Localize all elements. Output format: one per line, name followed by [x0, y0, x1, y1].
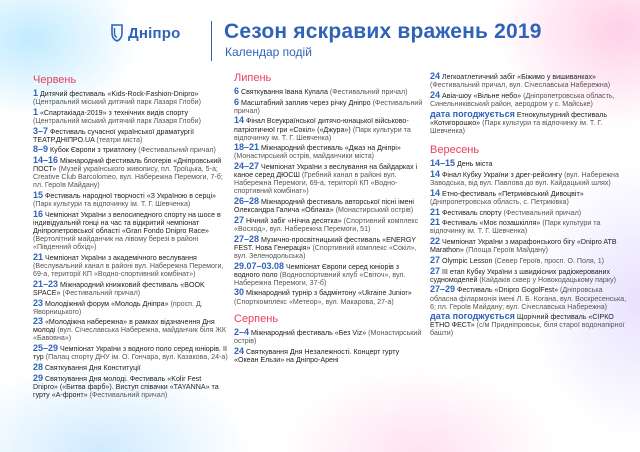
event-item	[430, 159, 630, 168]
event-place: (Парк культури та відпочинку ім. Т. Г. Шевченка)	[33, 200, 191, 209]
logo-text: Дніпро	[128, 24, 181, 42]
event-date: 14	[430, 187, 441, 198]
month-heading: Липень	[234, 72, 272, 84]
event-name: Кубок Європи з триатлону	[48, 146, 137, 155]
city-logo	[110, 24, 181, 42]
month-heading: Серпень	[234, 313, 279, 326]
event-date: 15	[33, 190, 44, 200]
event-date: 28	[33, 361, 44, 372]
event-place: (Веслувальний канал в районі вул. Набережна Перемоги, 69-а, території КП «Водно-спортивний комбінат»)	[33, 261, 224, 279]
event-name: «Молодіжна набережна» в рамках відзначення Дня молоді	[33, 318, 215, 335]
event-item	[234, 143, 424, 160]
event-place: (Монастирський острів)	[234, 329, 422, 346]
event-date: 24	[430, 89, 441, 100]
event-date: 23	[33, 297, 44, 308]
event-item	[234, 328, 424, 345]
event-name: Міжнародний фестиваль «Без Vіz»	[249, 329, 367, 338]
event-date: 21–23	[33, 278, 59, 289]
event-place: (Музей українського живопису, пл. Троїцька, 5-а; Creative Club Barcolomeo, вул. Набережна Перемоги, 7-б; пл. Героїв Майдану)	[33, 165, 223, 190]
event-place: (Парк культури та відпочинку ім. Т. Г. Шевченка)	[234, 125, 411, 142]
event-place: (вул. Набережна Заводська, від вул. Павлова до вул. Кайдацький шлях)	[430, 171, 619, 188]
event-date: 2–4	[234, 327, 250, 338]
event-date: 27	[234, 214, 245, 225]
event-date: 18–21	[234, 142, 260, 153]
event-name: Фінал Всеукраїнської дитячо-юнацької військово-патріотичної гри «Сокіл» («Джура»)	[234, 117, 409, 134]
event-name: Olympic Lesson	[440, 256, 493, 265]
event-item	[430, 218, 630, 235]
event-place: (с/м Придніпровськ, біля старої водонапірної башти)	[430, 321, 625, 338]
event-name: Чемпіонат України з марафонського бігу «Dnipro ATB Marathon»	[430, 238, 617, 255]
event-date: 23	[33, 316, 44, 327]
event-name: Міжнародний фестиваль блогерів «Дніпровський ПОСТ»	[33, 157, 222, 174]
event-item	[33, 299, 228, 316]
event-name: Святкування Дня молоді. Фестиваль «Kolir Fest Dnipro» («Битва фарб»). Виступ співачки «TAYANNA» та гурту «A-фронт»	[33, 374, 219, 399]
event-place: (Фестивальний причал)	[329, 88, 408, 96]
event-item	[430, 285, 630, 310]
event-place: (Фестивальний причал)	[503, 208, 582, 217]
event-name: Чемпіонат України з велосипедного спорту на шосе в індивідуальній гонці на час та відкритий чемпіонат Дніпропетровської області «Gran Fondo Dnipro Race»	[33, 210, 221, 235]
event-name: Фестиваль сучасної української драматургії ТЕАТР.ДНІПРО.UA	[33, 127, 194, 144]
event-item	[33, 374, 228, 399]
event-item	[234, 347, 424, 364]
event-item	[234, 288, 424, 305]
event-place: (Дніпропетровська область, Синельниківський район, аеродром у с. Майське)	[430, 91, 615, 108]
event-item	[33, 344, 228, 361]
event-place: (Фестивальний причал)	[234, 98, 423, 115]
event-name: Фестиваль «Моє позашкілля»	[440, 219, 541, 228]
event-place: (Фестивальний причал)	[62, 288, 141, 297]
event-item	[430, 256, 630, 265]
event-place: (Дніпровська обласна філармонія імені Л. Б. Когана, вул. Воскресенська, 6; пл. Героїв Майдану; вул. Січеславська Набережна)	[430, 286, 627, 311]
event-date: 27	[430, 254, 441, 265]
event-name: Молодіжний форум «Молодь Дніпра»	[43, 299, 169, 308]
event-date: 14	[430, 169, 441, 180]
event-item	[430, 189, 630, 206]
event-place: (Фестивальний причал)	[89, 390, 168, 399]
event-place: (Парк культури та відпочинку ім. Т. Г. Шевченка)	[430, 118, 603, 135]
event-date: 21	[33, 251, 44, 262]
event-date: 3–7	[33, 125, 49, 136]
event-place: (вул. Сiчеславська Набережна, майданчик біля ЖК «Бавовна»)	[33, 326, 227, 343]
event-item	[234, 162, 424, 195]
dnipro-logo-icon	[110, 24, 124, 42]
event-name: Чемпіонат України з водного поло серед юніорів. II тур	[33, 345, 227, 362]
event-date: 21	[430, 217, 441, 228]
month-heading: Вересень	[430, 144, 480, 157]
event-place: (Центральний міський дитячий парк Лазаря Глоби)	[33, 116, 201, 125]
event-date: 14	[234, 115, 245, 126]
event-item	[33, 108, 228, 125]
month-heading: Червень	[33, 74, 77, 86]
event-date: 30	[234, 287, 245, 298]
event-date: 29.07–03.08	[234, 260, 285, 271]
event-date: 1	[33, 106, 39, 117]
column-3	[430, 72, 630, 339]
event-name: День міста	[455, 160, 493, 169]
event-date: 27–28	[234, 233, 260, 244]
event-date: 26–28	[234, 196, 260, 207]
event-date: 1	[33, 88, 39, 98]
event-name: III етап Кубку України з швидкісних радіокерованих судномоделей	[430, 267, 611, 284]
event-name: Чемпіонат України з веслування на байдарках і каное серед ДЮСШ	[234, 163, 418, 180]
event-name: Чемпіонат України з академічного веслування	[43, 253, 197, 262]
event-date: 24	[234, 345, 245, 356]
event-place: (Кайдаків сквер у Новокодацькому парку)	[479, 275, 616, 284]
event-date: 24–27	[234, 161, 260, 172]
event-item	[33, 89, 228, 106]
event-item	[33, 363, 228, 372]
event-item	[430, 237, 630, 254]
event-place: (Вертолітний майданчик на лівому березі в районі «Південний обхід»)	[33, 235, 199, 252]
event-name: Дитячий фестиваль «Kids-Rock-Fashion-Dnipro»	[38, 90, 199, 98]
event-item	[33, 127, 228, 144]
event-item	[430, 312, 630, 337]
event-name: Міжнародний турнір з бадмінтону «Ukraine Junior»	[244, 289, 412, 298]
event-item	[33, 210, 228, 251]
event-name: Святкування Івана Купала	[239, 88, 328, 96]
event-name: «Спартакіада-2019» з технічних видів спорту	[38, 108, 189, 117]
event-item	[33, 253, 228, 278]
event-name: Міжнародний фестиваль авторської пісні імені Олександра Галича «Облака»	[234, 198, 415, 215]
event-place: (Монастирський острів, майданчики міста)	[234, 152, 375, 161]
page-subtitle: Календар подій	[225, 45, 312, 59]
event-item	[234, 87, 424, 96]
event-item	[234, 216, 424, 233]
event-date: 16	[33, 208, 44, 219]
event-name: Музично-просвітницький фестиваль «ENERGY FEST. Нова Генерація»	[234, 235, 416, 252]
event-place: (просп. Д. Яворницького)	[33, 299, 203, 316]
event-place: (Спортивний комплекс «Восход», вул. Набережна Перемоги, 51)	[234, 216, 419, 233]
event-item	[234, 262, 424, 287]
event-item	[430, 267, 630, 284]
event-item	[234, 116, 424, 141]
event-date: 6	[234, 86, 240, 96]
event-place: (Фестивальний причал)	[138, 146, 216, 155]
event-name: Фінал Кубку України з дрег-рейсингу	[440, 171, 563, 180]
event-date: 8–9	[33, 144, 49, 155]
event-place: (театри міста)	[96, 135, 143, 144]
event-item	[33, 317, 228, 342]
event-name: Нічний забіг «Нічна десятка»	[244, 216, 342, 225]
event-name: Легкоатлетичний забіг «Біжимо у вишиванках»	[440, 73, 596, 81]
event-place: (Гребний канал в районі вул. Набережна Перемоги, 69-а, території КП «Водно-спортивний комбінат»)	[234, 171, 398, 196]
event-name: Фестиваль «Dnipro GogolFest»	[455, 286, 559, 295]
event-date: 27–29	[430, 284, 456, 295]
event-place: (Парк культури та відпочинку ім. Т. Г. Шевченка)	[430, 219, 601, 236]
event-date: 27	[430, 265, 441, 276]
event-place: (Палац спорту ДНУ ім. О. Гончара, вул. Казакова, 24-а)	[45, 353, 228, 362]
event-date: дата погоджується	[430, 108, 515, 119]
event-date: 14–16	[33, 155, 59, 166]
event-place: (Монастирський острів)	[335, 206, 414, 215]
event-name: Фестиваль народної творчості «З Україною в серці»	[43, 192, 216, 200]
event-item	[234, 98, 424, 115]
event-item	[33, 191, 228, 208]
event-date: 29	[33, 372, 44, 383]
event-name: Святкування Дня Конституції	[43, 363, 141, 372]
event-name: Етно-фестиваль «Петриківський Дивоцвіт»	[440, 189, 584, 198]
event-date: 21	[430, 206, 441, 217]
event-item	[33, 145, 228, 154]
event-date: 22	[430, 236, 441, 247]
event-item	[234, 235, 424, 260]
event-item	[33, 156, 228, 189]
event-item	[33, 280, 228, 297]
event-name: Етнокультурний фестиваль «Котигорошко»	[430, 110, 608, 127]
event-date: 14–15	[430, 158, 456, 169]
event-place: (Водноспортивний клуб «Світоч», вул. Набережна Перемоги, 37-б)	[234, 270, 406, 287]
event-name: Фестиваль спорту	[440, 208, 502, 217]
event-item	[430, 208, 630, 217]
event-name: Чемпіонат Європи серед юніорів з водного поло	[234, 262, 400, 279]
column-1	[33, 72, 228, 401]
event-place: (Спорткомплекс «Метеор», вул. Макарова, 27-а)	[234, 297, 394, 306]
event-name: Святкування Дня Незалежності. Концерт гурту «Океан Ельзи» на Дніпро-Арені	[234, 347, 400, 365]
event-place: (Спортивний комплекс «Сокіл», вул. Зеленодольська)	[234, 243, 417, 260]
event-date: 6	[234, 96, 240, 107]
event-name: Міжнародний фестиваль «Джаз на Дніпрі»	[259, 144, 401, 153]
event-name: Авіа-шоу «Вільне небо»	[440, 91, 522, 100]
column-2	[234, 72, 424, 366]
event-name: Масштабний заплив через річку Дніпро	[239, 98, 371, 107]
event-place: (Площа Героїв Майдану)	[465, 246, 549, 255]
event-name: Щорічний фестиваль «СІРКО ЕТНО ФЕСТ»	[430, 313, 614, 330]
event-item	[430, 72, 630, 89]
event-item	[234, 197, 424, 214]
event-item	[430, 170, 630, 187]
event-place: (Фестивальний причал, вул. Січеславська Набережна)	[430, 81, 611, 90]
event-place: (Центральний міський дитячий парк Лазаря Глоби)	[33, 98, 201, 107]
event-place: (Севeр Героїв, просп. О. Поля, 1)	[494, 256, 605, 265]
event-item	[430, 110, 630, 135]
event-place: (Дніпропетровська область, с. Петриківка)	[430, 198, 569, 206]
event-item	[430, 91, 630, 108]
page-title: Сезон яскравих вражень 2019	[224, 20, 542, 43]
event-date: дата погоджується	[430, 311, 515, 322]
header-divider	[211, 21, 212, 61]
event-name: Міжнародний книжковий фестиваль «BOOK SPACE»	[33, 280, 205, 297]
section-gap	[430, 136, 630, 142]
event-date: 24	[430, 71, 441, 81]
event-date: 25–29	[33, 343, 59, 354]
